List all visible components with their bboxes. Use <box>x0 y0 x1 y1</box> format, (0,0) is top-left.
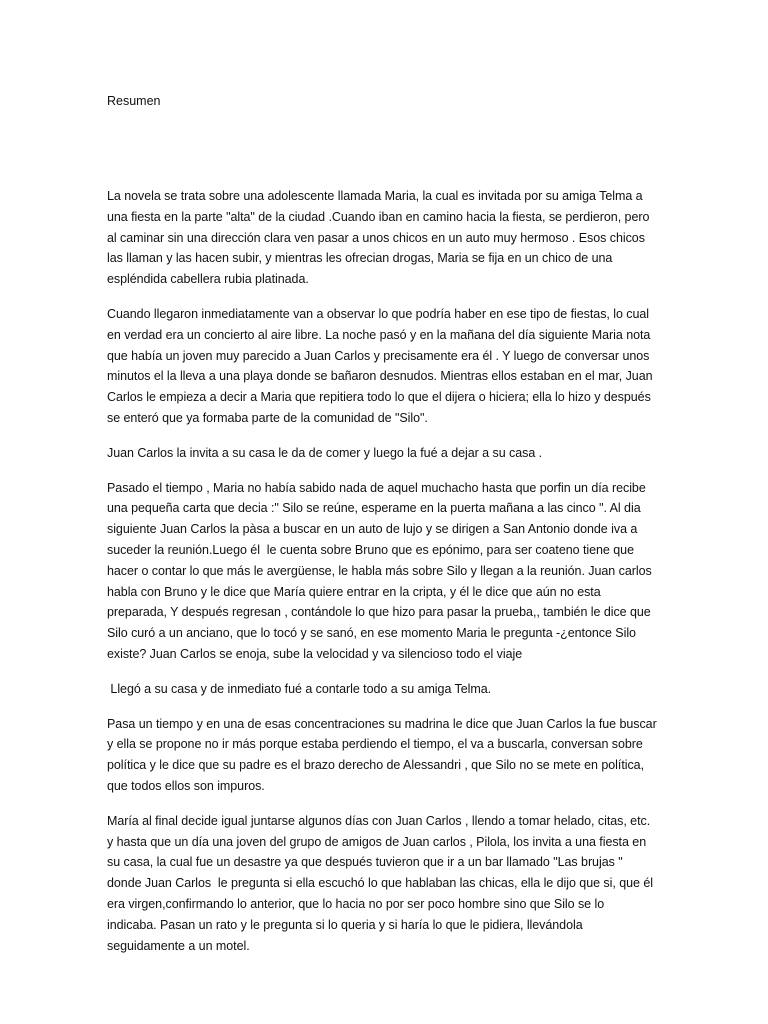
text-line: espléndida cabellera rubia platinada. <box>107 272 309 287</box>
text-line: hacer o contar lo que más le avergüense, le habla más sobre Silo y llegan a la reunión. Juan carlos <box>107 563 652 578</box>
text-line: una fiesta en la parte "alta" de la ciudad .Cuando iban en camino hacia la fiesta, se perdieron, pero <box>107 209 650 224</box>
text-line: su casa, la cual fue un desastre ya que después tuvieron que ir a un bar llamado "Las brujas " <box>107 855 623 870</box>
text-line: María al final decide igual juntarse algunos días con Juan Carlos , llendo a tomar helado, citas, etc. <box>107 813 651 828</box>
text-line: minutos el la lleva a una playa donde se bañaron desnudos. Mientras ellos estaban en el mar, Juan <box>107 369 653 384</box>
text-line: Juan Carlos la invita a su casa le da de comer y luego la fué a dejar a su casa . <box>107 445 543 460</box>
text-line: que todos ellos son impuros. <box>107 778 265 793</box>
text-line: indicaba. Pasan un rato y le pregunta si lo queria y si haría lo que le pidiera, llevándola <box>107 917 583 932</box>
text-line: Pasa un tiempo y en una de esas concentraciones su madrina le dice que Juan Carlos la fue buscar <box>107 716 657 731</box>
text-line: al caminar sin una dirección clara ven pasar a unos chicos en un auto muy hermoso . Esos chicos <box>107 230 645 245</box>
text-line: donde Juan Carlos le pregunta si ella escuchó lo que hablaban las chicas, ella le dijo que si, que él <box>107 876 653 891</box>
text-line: las llaman y las hacen subir, y mientras les ofrecian drogas, Maria se fija en un chico de una <box>107 251 613 266</box>
text-line: Silo curó a un anciano, que lo tocó y se sanó, en ese momento Maria le pregunta -¿entonce Silo <box>107 626 636 641</box>
paragraph-5 <box>107 679 677 700</box>
text-line: una pequeña carta que decia :" Silo se reúne, esperame en la puerta mañana a las cinco ". Al dia <box>107 501 641 516</box>
document-title: Resumen <box>107 94 161 108</box>
text-line: que había un joven muy parecido a Juan Carlos y precisamente era él . Y luego de conversar unos <box>107 348 650 363</box>
text-line: suceder la reunión.Luego él le cuenta sobre Bruno que es epónimo, para ser coateno tiene que <box>107 542 634 557</box>
text-line: habla con Bruno y le dice que María quiere entrar en la cripta, y él le dice que aún no esta <box>107 584 601 599</box>
text-line: siguiente Juan Carlos la pàsa a buscar en un auto de lujo y se dirigen a San Antonio donde iva a <box>107 522 638 537</box>
text-line: Carlos le empieza a decir a Maria que repitiera todo lo que el dijera o hiciera; ella lo hizo y después <box>107 390 651 405</box>
paragraph-1 <box>107 186 677 290</box>
text-line: Pasado el tiempo , Maria no había sabido nada de aquel muchacho hasta que porfin un día recibe <box>107 480 646 495</box>
text-line: política y le dice que su padre es el brazo derecho de Alessandri , que Silo no se mete en política, <box>107 758 644 773</box>
paragraph-3 <box>107 443 677 464</box>
paragraph-7 <box>107 811 677 957</box>
text-line: y ella se propone no ir más porque estaba perdiendo el tiempo, el va a buscarla, conversan sobre <box>107 737 643 752</box>
text-line: existe? Juan Carlos se enoja, sube la velocidad y va silencioso todo el viaje <box>107 646 523 661</box>
text-line: era virgen,confirmando lo anterior, que lo hacia no por ser poco hombre sino que Silo se lo <box>107 896 605 911</box>
text-line: se enteró que ya formaba parte de la comunidad de "Silo". <box>107 410 428 425</box>
document-body <box>107 186 677 970</box>
paragraph-2 <box>107 304 677 429</box>
text-line: preparada, Y después regresan , contándole lo que hizo para pasar la prueba,, también le dice que <box>107 605 651 620</box>
text-line: y hasta que un día una joven del grupo de amigos de Juan carlos , Pilola, los invita a una fiesta en <box>107 834 647 849</box>
paragraph-6 <box>107 714 677 797</box>
text-line: Cuando llegaron inmediatamente van a observar lo que podría haber en ese tipo de fiestas, lo cual <box>107 306 650 321</box>
text-line: en verdad era un concierto al aire libre. La noche pasó y en la mañana del día siguiente Maria nota <box>107 327 651 342</box>
text-line: Llegó a su casa y de inmediato fué a contarle todo a su amiga Telma. <box>107 681 492 696</box>
text-line: La novela se trata sobre una adolescente llamada Maria, la cual es invitada por su amiga Telma a <box>107 189 643 203</box>
text-line: seguidamente a un motel. <box>107 938 250 953</box>
paragraph-4 <box>107 478 677 665</box>
